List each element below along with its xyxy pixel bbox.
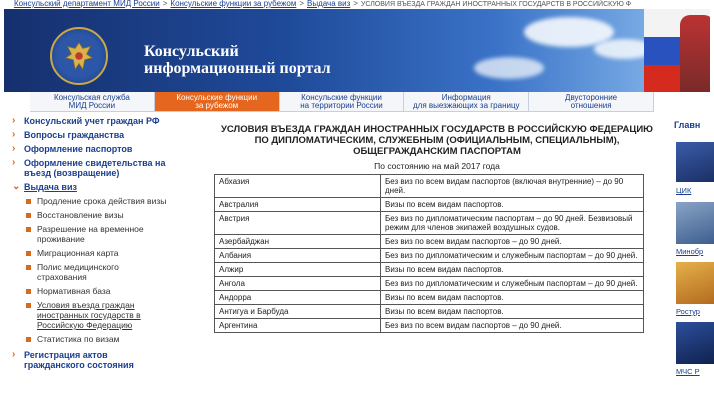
sidebar-item-label: Выдача виз (24, 182, 77, 192)
breadcrumb-separator: > (162, 0, 168, 8)
tab-consular-functions-russia[interactable]: Консульские функции на территории России (280, 92, 405, 111)
banner-thumbnail[interactable] (676, 322, 714, 364)
sidebar-subitem-label: Продление срока действия визы (37, 196, 167, 206)
breadcrumb-link-visas[interactable]: Выдача виз (307, 0, 351, 8)
country-cell: Ангола (215, 277, 381, 291)
banner-link-cik[interactable]: ЦИК (676, 186, 692, 195)
country-cell: Австрия (215, 212, 381, 235)
sidebar-subitem-label: Статистика по визам (37, 334, 120, 344)
sidebar-subitem-label: Разрешение на временное проживание (37, 224, 144, 244)
sidebar-subitem-entry-conditions[interactable] (26, 300, 196, 330)
sidebar-subitem-label: Условия въезда граждан иностранных государств в Российскую Федерацию (37, 300, 141, 330)
condition-cell: Визы по всем видам паспортов. (381, 291, 644, 305)
chevron-down-icon: ⌄ (12, 181, 21, 192)
table-row (215, 277, 644, 291)
condition-cell: Без виз по дипломатическим и служебным паспортам – до 90 дней. (381, 277, 644, 291)
top-navigation (30, 92, 654, 112)
sidebar-subitem-temp-residence[interactable] (26, 224, 196, 244)
sidebar-item-label: Консульский учет граждан РФ (24, 116, 160, 126)
sidebar-subitem-insurance[interactable] (26, 262, 196, 282)
sidebar-item-label: Оформление свидетельства на въезд (возвращение) (24, 158, 166, 178)
table-row (215, 263, 644, 277)
breadcrumb (0, 0, 714, 9)
condition-cell: Без виз по дипломатическим паспортам – до 90 дней. Безвизовый режим для членов экипажей воздушных судов. (381, 212, 644, 235)
bullet-icon (26, 251, 31, 256)
sidebar-subitem-migration-card[interactable] (26, 248, 196, 258)
sidebar-item-label: Вопросы гражданства (24, 130, 125, 140)
bullet-icon (26, 303, 31, 308)
condition-cell: Визы по всем видам паспортов. (381, 305, 644, 319)
sidebar-item-consular-registration[interactable] (0, 116, 196, 126)
table-row (215, 198, 644, 212)
breadcrumb-link-functions-abroad[interactable]: Консульские функции за рубежом (170, 0, 297, 8)
banner-link-mchs[interactable]: МЧС Р (676, 367, 700, 376)
page-title: УСЛОВИЯ ВЪЕЗДА ГРАЖДАН ИНОСТРАННЫХ ГОСУДАРСТВ В РОССИЙСКУЮ ФЕДЕРАЦИЮ ПО ДИПЛОМАТИЧЕСКИМ, СЛУЖЕБНЫМ (ОФИЦИАЛЬНЫМ, СПЕЦИАЛЬНЫМ), ОБЩЕГРАЖДАНСКИМ ПАСПОРТАМ (221, 124, 653, 157)
banner-thumbnail[interactable] (676, 262, 714, 304)
table-row (215, 319, 644, 333)
sidebar-item-label: Оформление паспортов (24, 144, 133, 154)
condition-cell: Визы по всем видам паспортов. (381, 263, 644, 277)
sidebar-item-visas[interactable] (0, 182, 196, 192)
banner-link-minobr[interactable]: Минобр (676, 247, 704, 256)
sidebar-item-civil-registration[interactable] (0, 350, 196, 370)
bullet-icon (26, 337, 31, 342)
main-content (204, 118, 670, 416)
entry-conditions-table (214, 174, 644, 333)
country-cell: Андорра (215, 291, 381, 305)
portal-title-line1: Консульский (144, 43, 239, 60)
building-image (680, 15, 710, 92)
sidebar-subitem-label: Восстановление визы (37, 210, 124, 220)
sidebar-submenu-visas (0, 196, 196, 344)
chevron-right-icon: › (12, 157, 16, 168)
portal-title[interactable] (144, 43, 331, 77)
table-row (215, 212, 644, 235)
banner-thumbnail[interactable] (676, 202, 714, 244)
sidebar-subitem-visa-restore[interactable] (26, 210, 196, 220)
sidebar-menu (0, 116, 196, 416)
breadcrumb-link-department[interactable]: Консульский департамент МИД России (14, 0, 160, 8)
banner-thumbnail[interactable] (676, 142, 714, 182)
bullet-icon (26, 227, 31, 232)
portal-header (4, 9, 710, 92)
sidebar-item-citizenship[interactable] (0, 130, 196, 140)
chevron-right-icon: › (12, 129, 16, 140)
right-column-title: Главн (674, 120, 701, 130)
tab-consular-service[interactable]: Консульская служба МИД России (30, 92, 155, 111)
sidebar-subitem-visa-stats[interactable] (26, 334, 196, 344)
country-cell: Азербайджан (215, 235, 381, 249)
condition-cell: Без виз по всем видам паспортов (включая внутренние) – до 90 дней. (381, 175, 644, 198)
table-row (215, 249, 644, 263)
condition-cell: Без виз по всем видам паспортов – до 90 дней. (381, 319, 644, 333)
country-cell: Аргентина (215, 319, 381, 333)
tab-consular-functions-abroad[interactable]: Консульские функции за рубежом (155, 92, 280, 111)
condition-cell: Без виз по всем видам паспортов – до 90 дней. (381, 235, 644, 249)
bullet-icon (26, 199, 31, 204)
bullet-icon (26, 289, 31, 294)
table-row (215, 175, 644, 198)
sidebar-item-return-certificate[interactable] (0, 158, 196, 178)
breadcrumb-separator: > (299, 0, 304, 8)
ministry-emblem-icon[interactable] (50, 27, 108, 85)
chevron-right-icon: › (12, 349, 16, 360)
breadcrumb-current: УСЛОВИЯ ВЪЕЗДА ГРАЖДАН ИНОСТРАННЫХ ГОСУДАРСТВ В РОССИЙСКУЮ Ф (360, 1, 632, 8)
chevron-right-icon: › (12, 115, 16, 126)
tab-travel-info[interactable]: Информация для выезжающих за границу (404, 92, 529, 111)
sidebar-item-label: Регистрация актов гражданского состояния (24, 350, 134, 370)
breadcrumb-separator: > (353, 0, 358, 8)
sidebar-subitem-visa-extension[interactable] (26, 196, 196, 206)
banner-link-rostur[interactable]: Ростур (676, 307, 700, 316)
table-row (215, 291, 644, 305)
country-cell: Абхазия (215, 175, 381, 198)
right-column (674, 120, 714, 416)
sidebar-subitem-legal-base[interactable] (26, 286, 196, 296)
condition-cell: Без виз по дипломатическим и служебным паспортам – до 90 дней. (381, 249, 644, 263)
as-of-date: По состоянию на май 2017 года (374, 161, 500, 171)
country-cell: Алжир (215, 263, 381, 277)
bullet-icon (26, 265, 31, 270)
sidebar-subitem-label: Нормативная база (37, 286, 111, 296)
table-row (215, 305, 644, 319)
condition-cell: Визы по всем видам паспортов. (381, 198, 644, 212)
sidebar-item-passports[interactable] (0, 144, 196, 154)
header-cloud (474, 57, 544, 79)
country-cell: Австралия (215, 198, 381, 212)
country-cell: Антигуа и Барбуда (215, 305, 381, 319)
portal-title-line2: информационный портал (144, 60, 331, 77)
country-cell: Албания (215, 249, 381, 263)
sidebar-subitem-label: Миграционная карта (37, 248, 119, 258)
table-row (215, 235, 644, 249)
sidebar-subitem-label: Полис медицинского страхования (37, 262, 119, 282)
tab-bilateral-relations[interactable]: Двусторонние отношения (529, 92, 654, 111)
chevron-right-icon: › (12, 143, 16, 154)
bullet-icon (26, 213, 31, 218)
